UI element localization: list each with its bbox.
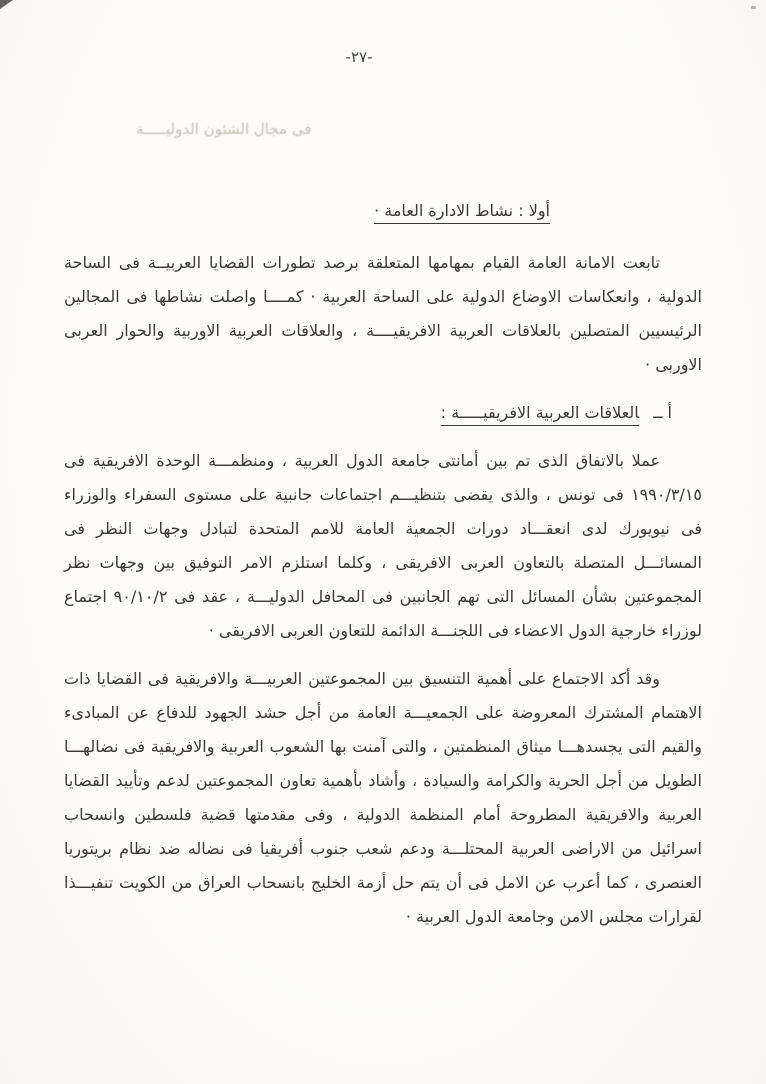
faded-header-note: فى مجال الشئون الدوليـــــة (136, 120, 312, 138)
scan-speck (751, 6, 756, 9)
page-number: -٢٧- (345, 48, 373, 66)
paragraph-meeting-outcome: وقد أكد الاجتماع على أهمية التنسيق بين المجموعتين العربيـــة والافريقية فى القضايا ذات الاهتمام المشترك المعروضة على الجمعيـــة العامة من أجل حشد الجهود للدفاع عن المبادىء والقيم التى يجسدهـــا ميثاق المنظمتين ، والتى آمنت بها الشعوب العربية والافريقية فى نضالهـــا الطويل من أجل الحرية والكرامة والسيادة ، وأشاد بأهمية تعاون المجموعتين لدعم وتأييد القضايا العربية والافريقية المطروحة أمام المنظمة الدولية ، وفى مقدمتها قضية فلسطين وانسحاب اسرائيل من الاراضى العربية المحتلـــة ودعم شعب جنوب أفريقيا فى نضاله ضد نظام بريتوريا العنصرى ، كما أعرب عن الامل فى أن يتم حل أزمة الخليج بانسحاب العراق من الكويت تنفيـــذا لقرارات مجلس الامن وجامعة الدول العربية · (64, 669, 702, 926)
section-1-heading-text: أولا : نشاط الادارة العامة · (374, 201, 550, 220)
section-1-heading (64, 194, 550, 228)
section-2-heading (64, 396, 672, 430)
document-body (64, 194, 702, 934)
paragraph-intro: تابعت الامانة العامة القيام بمهامها المتعلقة برصد تطورات القضايا العربيــة فى الساحة الدولية ، وانعكاسات الاوضاع الدولية على الساحة العربية · كمــــا واصلت نشاطها فى المجالين الرئيسيين المتصلين بالعلاقات العربية الافريقيــــة ، والعلاقات العربية الاوربية والحوار العربى الاوربى · (64, 253, 702, 374)
section-2-heading-text: العلاقات العربية الافريقيـــــة : (440, 403, 640, 422)
paragraph-agreement: عملا بالاتفاق الذى تم بين أمانتى جامعة الدول العربية ، ومنظمـــة الوحدة الافريقية فى ١٩٩٠/٣/١٥ فى تونس ، والذى يقضى بتنظيـــم اجتماعات جانبية على مستوى السفراء والوزراء فى نيويورك لدى انعقـــاد دورات الجمعية العامة للامم المتحدة لتبادل وجهات النظر فى المسائـــل المتصلة بالتعاون العربى الافريقى ، وكلما استلزم الامر التوفيق بين وجهات نظر المجموعتين بشأن المسائل التى تهم الجانبين فى المحافل الدوليـــة ، عقد فى ٩٠/١٠/٢ اجتماع لوزراء خارجية الدول الاعضاء فى اللجنـــة الدائمة للتعاون العربى الافريقى · (64, 451, 703, 640)
scan-corner-artifact (0, 0, 13, 9)
section-2-letter: أ ــ (653, 403, 672, 422)
